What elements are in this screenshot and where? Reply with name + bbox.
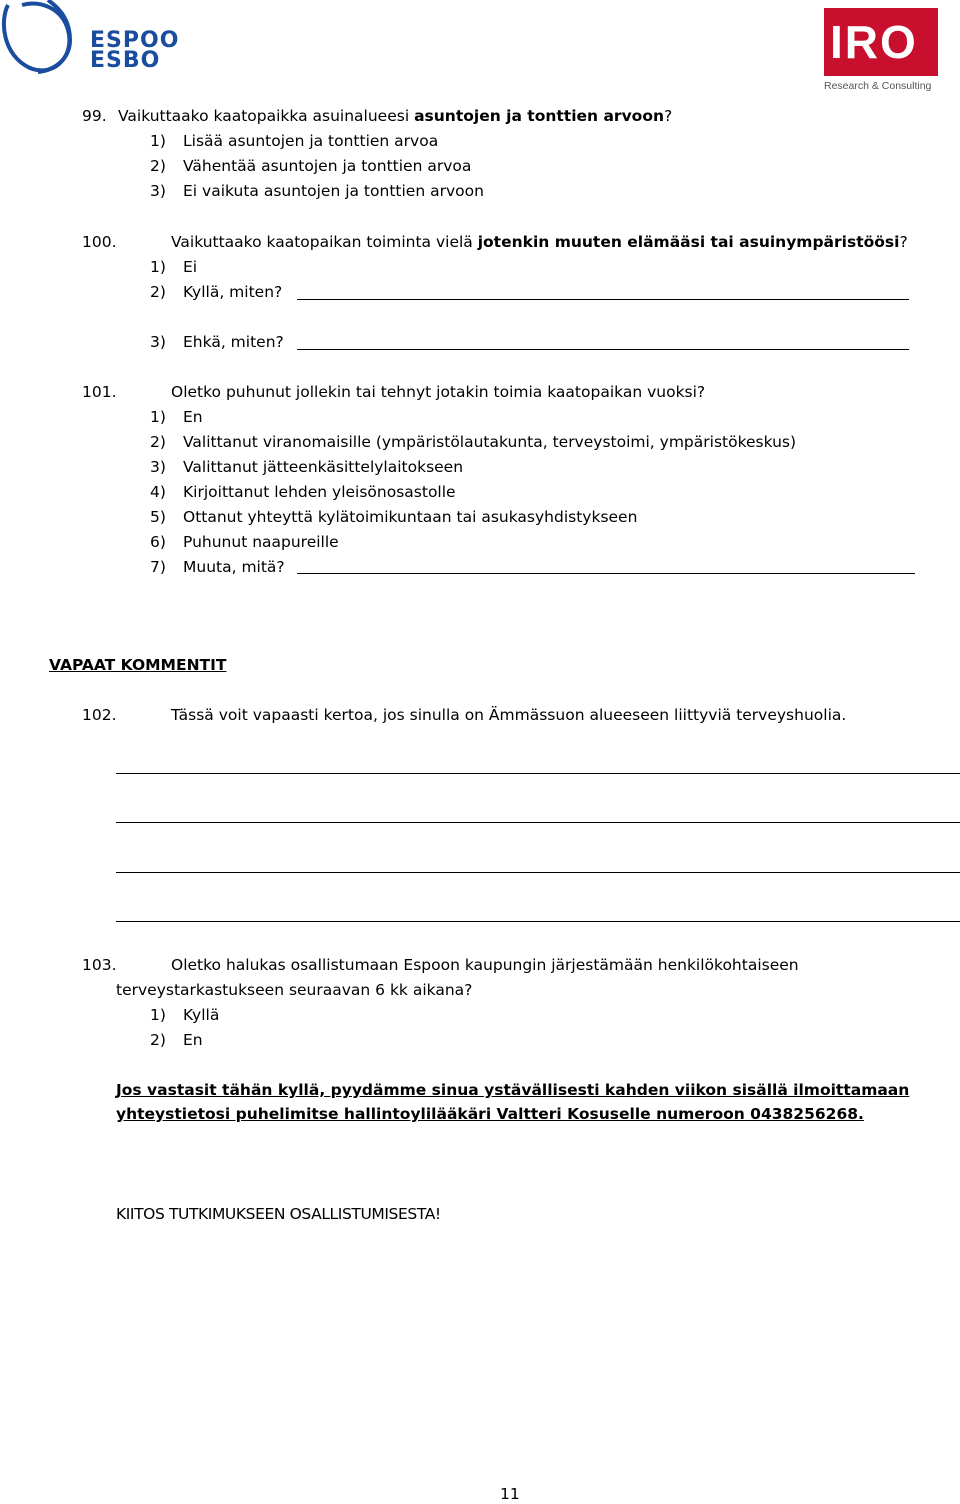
- q100-option-label[interactable]: Ei: [183, 258, 198, 276]
- q99-option-label[interactable]: Vähentää asuntojen ja tonttien arvoa: [183, 157, 472, 175]
- q101-option-label[interactable]: Ottanut yhteyttä kylätoimikuntaan tai asukasyhdistykseen: [183, 508, 638, 526]
- q100-option-label[interactable]: Kyllä, miten?: [183, 283, 283, 301]
- q102-answer-line[interactable]: [116, 921, 960, 922]
- q101-option-label[interactable]: Muuta, mitä?: [183, 558, 285, 576]
- q99-option-num: 2): [150, 157, 166, 175]
- q101-option-label[interactable]: Puhunut naapureille: [183, 533, 339, 551]
- q102-number: 102.: [82, 706, 117, 724]
- q100-option-label[interactable]: Ehkä, miten?: [183, 333, 284, 351]
- q100-option-num: 3): [150, 333, 166, 351]
- q101-option-label[interactable]: Kirjoittanut lehden yleisönosastolle: [183, 483, 456, 501]
- q100-option-num: 2): [150, 283, 166, 301]
- q100-option-num: 1): [150, 258, 166, 276]
- q103-option-label[interactable]: Kyllä: [183, 1006, 220, 1024]
- esbo-logo-text: ESBO: [90, 48, 161, 73]
- section-heading: VAPAAT KOMMENTIT: [49, 656, 227, 674]
- q103-text-line1: Oletko halukas osallistumaan Espoon kaupungin järjestämään henkilökohtaiseen: [171, 956, 799, 974]
- q99-option-num: 3): [150, 182, 166, 200]
- q102-answer-line[interactable]: [116, 773, 960, 774]
- q99-option-label[interactable]: Lisää asuntojen ja tonttien arvoa: [183, 132, 439, 150]
- q100-number: 100.: [82, 233, 117, 251]
- q99-text: Vaikuttaako kaatopaikka asuinalueesi asuntojen ja tonttien arvoon?: [118, 107, 673, 125]
- iro-tagline: Research & Consulting: [824, 80, 932, 92]
- page-number: 11: [500, 1485, 520, 1503]
- q99-option-label[interactable]: Ei vaikuta asuntojen ja tonttien arvoon: [183, 182, 484, 200]
- q101-option-num: 2): [150, 433, 166, 451]
- closing-text: KIITOS TUTKIMUKSEEN OSALLISTUMISESTA!: [116, 1205, 441, 1223]
- q103-number: 103.: [82, 956, 117, 974]
- q101-answer-line[interactable]: [297, 573, 915, 574]
- iro-logo: [820, 6, 940, 94]
- q101-number: 101.: [82, 383, 117, 401]
- q100-answer-line[interactable]: [297, 349, 909, 350]
- q102-text: Tässä voit vapaasti kertoa, jos sinulla on Ämmässuon alueeseen liittyviä terveyshuolia.: [171, 706, 847, 724]
- q101-option-num: 1): [150, 408, 166, 426]
- notice-line2: yhteystietosi puhelimitse hallintoylilääkäri Valtteri Kosuselle numeroon 0438256268.: [116, 1105, 864, 1123]
- espoo-logo: [0, 0, 180, 75]
- q101-option-num: 7): [150, 558, 166, 576]
- q101-option-num: 5): [150, 508, 166, 526]
- q101-option-num: 4): [150, 483, 166, 501]
- q99-option-num: 1): [150, 132, 166, 150]
- q101-option-num: 3): [150, 458, 166, 476]
- q103-option-num: 1): [150, 1006, 166, 1024]
- q101-option-label[interactable]: Valittanut jätteenkäsittelylaitokseen: [183, 458, 464, 476]
- q102-answer-line[interactable]: [116, 872, 960, 873]
- q103-option-label[interactable]: En: [183, 1031, 203, 1049]
- q100-answer-line[interactable]: [297, 299, 909, 300]
- q99-number: 99.: [82, 107, 107, 125]
- q102-answer-line[interactable]: [116, 822, 960, 823]
- q101-option-label[interactable]: Valittanut viranomaisille (ympäristölautakunta, terveystoimi, ympäristökeskus): [183, 433, 797, 451]
- notice-line1: Jos vastasit tähän kyllä, pyydämme sinua ystävällisesti kahden viikon sisällä ilmoittamaan: [116, 1081, 910, 1099]
- q101-option-num: 6): [150, 533, 166, 551]
- q101-option-label[interactable]: En: [183, 408, 203, 426]
- q103-option-num: 2): [150, 1031, 166, 1049]
- q103-text-line2: terveystarkastukseen seuraavan 6 kk aikana?: [116, 981, 473, 999]
- espoo-logo-text: ESPOO: [90, 28, 180, 53]
- iro-logo-box: [824, 8, 938, 76]
- q101-text: Oletko puhunut jollekin tai tehnyt jotakin toimia kaatopaikan vuoksi?: [171, 383, 706, 401]
- iro-logo-mark: IRO: [830, 16, 918, 68]
- q100-text: Vaikuttaako kaatopaikan toiminta vielä jotenkin muuten elämääsi tai asuinympäristöösi?: [171, 233, 908, 251]
